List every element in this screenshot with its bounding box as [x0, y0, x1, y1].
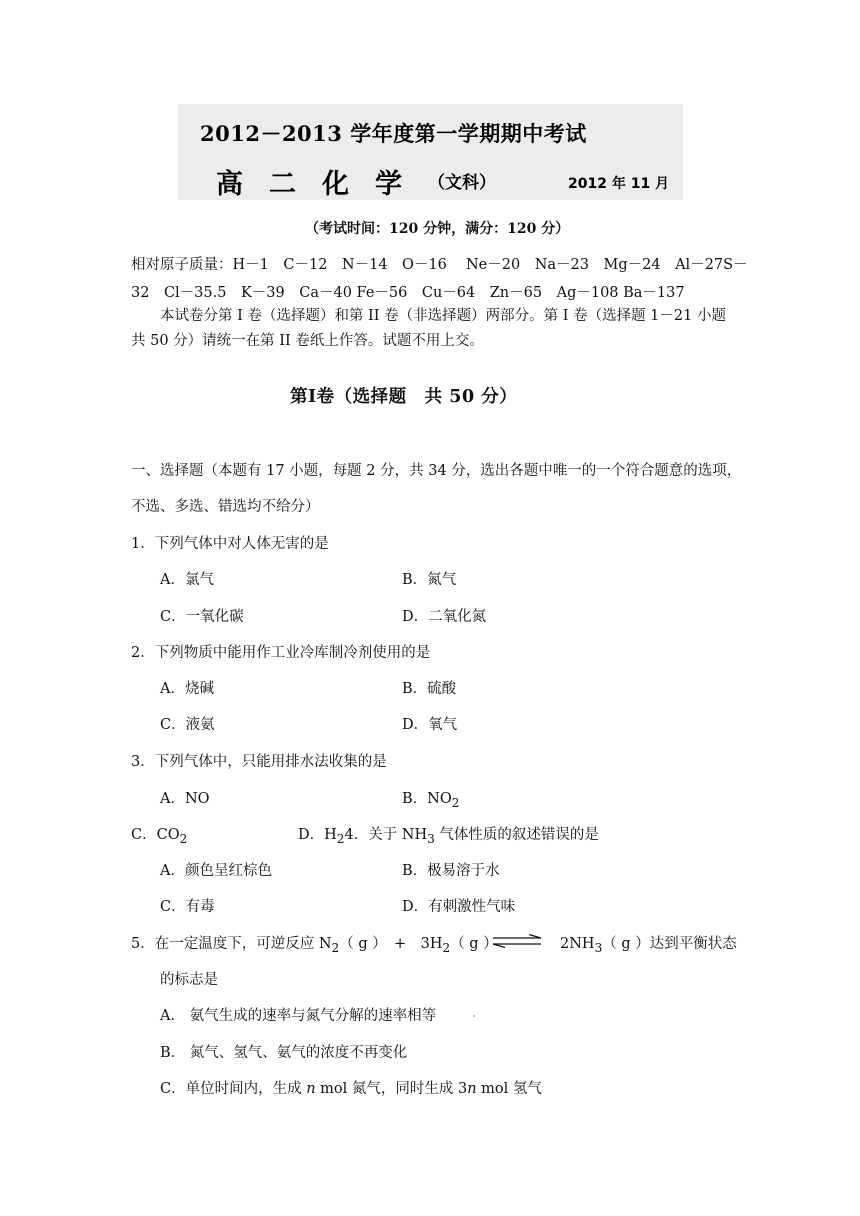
- q5-stem-line-2: 的标志是: [160, 972, 218, 988]
- q4-stem-text: 4．关于 NH: [344, 827, 428, 843]
- q4-option-a: A．颜色呈红棕色: [160, 863, 272, 879]
- exam-kind: （文科）: [428, 173, 496, 193]
- q3-stem: 3．下列气体中，只能用排水法收集的是: [131, 754, 387, 770]
- section-title: 第Ⅰ卷（选择题 共 50 分）: [290, 387, 518, 407]
- q5-stem-text: 5．在一定温度下，可逆反应 N: [131, 936, 332, 952]
- exam-subject: 高二化学: [216, 169, 428, 200]
- q3-option-a: A．NO: [160, 791, 210, 807]
- exam-info: （考试时间：120 分钟，满分：120 分）: [305, 221, 570, 237]
- section-instructions-line-2: 不选、多选、错选均不给分）: [131, 499, 320, 515]
- q2-option-a: A．烧碱: [160, 681, 214, 697]
- q5-option-b: B． 氮气、氢气、氨气的浓度不再变化: [160, 1045, 408, 1061]
- paper-note-line-2: 共 50 分）请统一在第 II 卷纸上作答。试题不用上交。: [131, 333, 484, 349]
- exam-date: 2012 年 11 月: [568, 176, 670, 192]
- q5-stem-mid: （ g ） + 3H: [339, 936, 443, 952]
- q3-option-c-text: C．CO: [131, 827, 180, 843]
- q4-option-b: B．极易溶于水: [402, 863, 500, 879]
- q3-option-c: [131, 823, 187, 846]
- q1-option-a: A．氯气: [160, 572, 214, 588]
- exam-header-banner: [178, 104, 683, 200]
- equilibrium-arrow-icon: [491, 934, 543, 948]
- q5-rhs-text: 2NH: [560, 936, 595, 952]
- q5-option-a: A． 氨气生成的速率与氮气分解的速率相等: [160, 1008, 437, 1024]
- q5-option-c-var-n2: n: [467, 1081, 477, 1097]
- q5-h2-subscript: 2: [442, 940, 451, 955]
- q1-option-d: D．二氧化氮: [402, 609, 487, 625]
- q3-option-b-subscript: 2: [451, 795, 460, 810]
- q5-option-c-mid: mol 氮气，同时生成 3: [315, 1081, 468, 1097]
- q1-stem: 1．下列气体中对人体无害的是: [131, 536, 329, 552]
- atomic-mass-line-2: 32 Cl－35.5 K－39 Ca－40 Fe－56 Cu－64 Zn－65 Ag－108 Ba－137: [131, 285, 685, 301]
- q2-option-b: B．硫酸: [402, 681, 457, 697]
- q3-option-d-text: D．H: [298, 827, 337, 843]
- q5-stem-mid2: （ g ）: [450, 936, 498, 952]
- exam-title: 2012－2013 学年度第一学期期中考试: [200, 121, 587, 146]
- q4-stem-subscript: 3: [427, 831, 435, 846]
- q5-rhs-tail: （ g ）达到平衡状态: [602, 936, 737, 952]
- q5-option-c: [160, 1077, 542, 1098]
- q2-option-c: C．液氨: [160, 717, 215, 733]
- q3-option-c-subscript: 2: [179, 831, 188, 846]
- q2-option-d: D．氧气: [402, 717, 458, 733]
- q5-stem-lhs: [131, 932, 498, 955]
- q5-n2-subscript: 2: [331, 940, 340, 955]
- paper-note-line-1: 本试卷分第 I 卷（选择题）和第 II 卷（非选择题）两部分。第 I 卷（选择题 1－21 小题: [160, 308, 726, 324]
- q5-nh3-subscript: 3: [594, 940, 603, 955]
- scan-speck: [473, 1015, 475, 1017]
- q5-stem-rhs: [560, 932, 737, 955]
- q4-option-c: C．有毒: [160, 899, 215, 915]
- q4-option-d: D．有刺激性气味: [402, 899, 516, 915]
- q5-option-c-tail: mol 氢气: [476, 1081, 542, 1097]
- atomic-mass-line-1: 相对原子质量：H－1 C－12 N－14 O－16 Ne－20 Na－23 Mg－24 Al－27S－: [131, 257, 748, 273]
- q3-option-d-and-q4-stem: [298, 823, 599, 846]
- q1-option-c: C．一氧化碳: [160, 609, 244, 625]
- q3-option-b-text: B．NO: [402, 791, 452, 807]
- q2-stem: 2．下列物质中能用作工业冷库制冷剂使用的是: [131, 645, 431, 661]
- q1-option-b: B．氮气: [402, 572, 457, 588]
- q3-option-b: [402, 787, 459, 810]
- q4-stem-tail: 气体性质的叙述错误的是: [434, 827, 599, 843]
- q5-option-c-var-n: n: [306, 1081, 316, 1097]
- q3-option-d-subscript: 2: [336, 831, 345, 846]
- section-instructions-line-1: 一、选择题（本题有 17 小题，每题 2 分，共 34 分，选出各题中唯一的一个符合题意的选项，: [131, 463, 742, 479]
- q5-option-c-text: C．单位时间内，生成: [160, 1081, 307, 1097]
